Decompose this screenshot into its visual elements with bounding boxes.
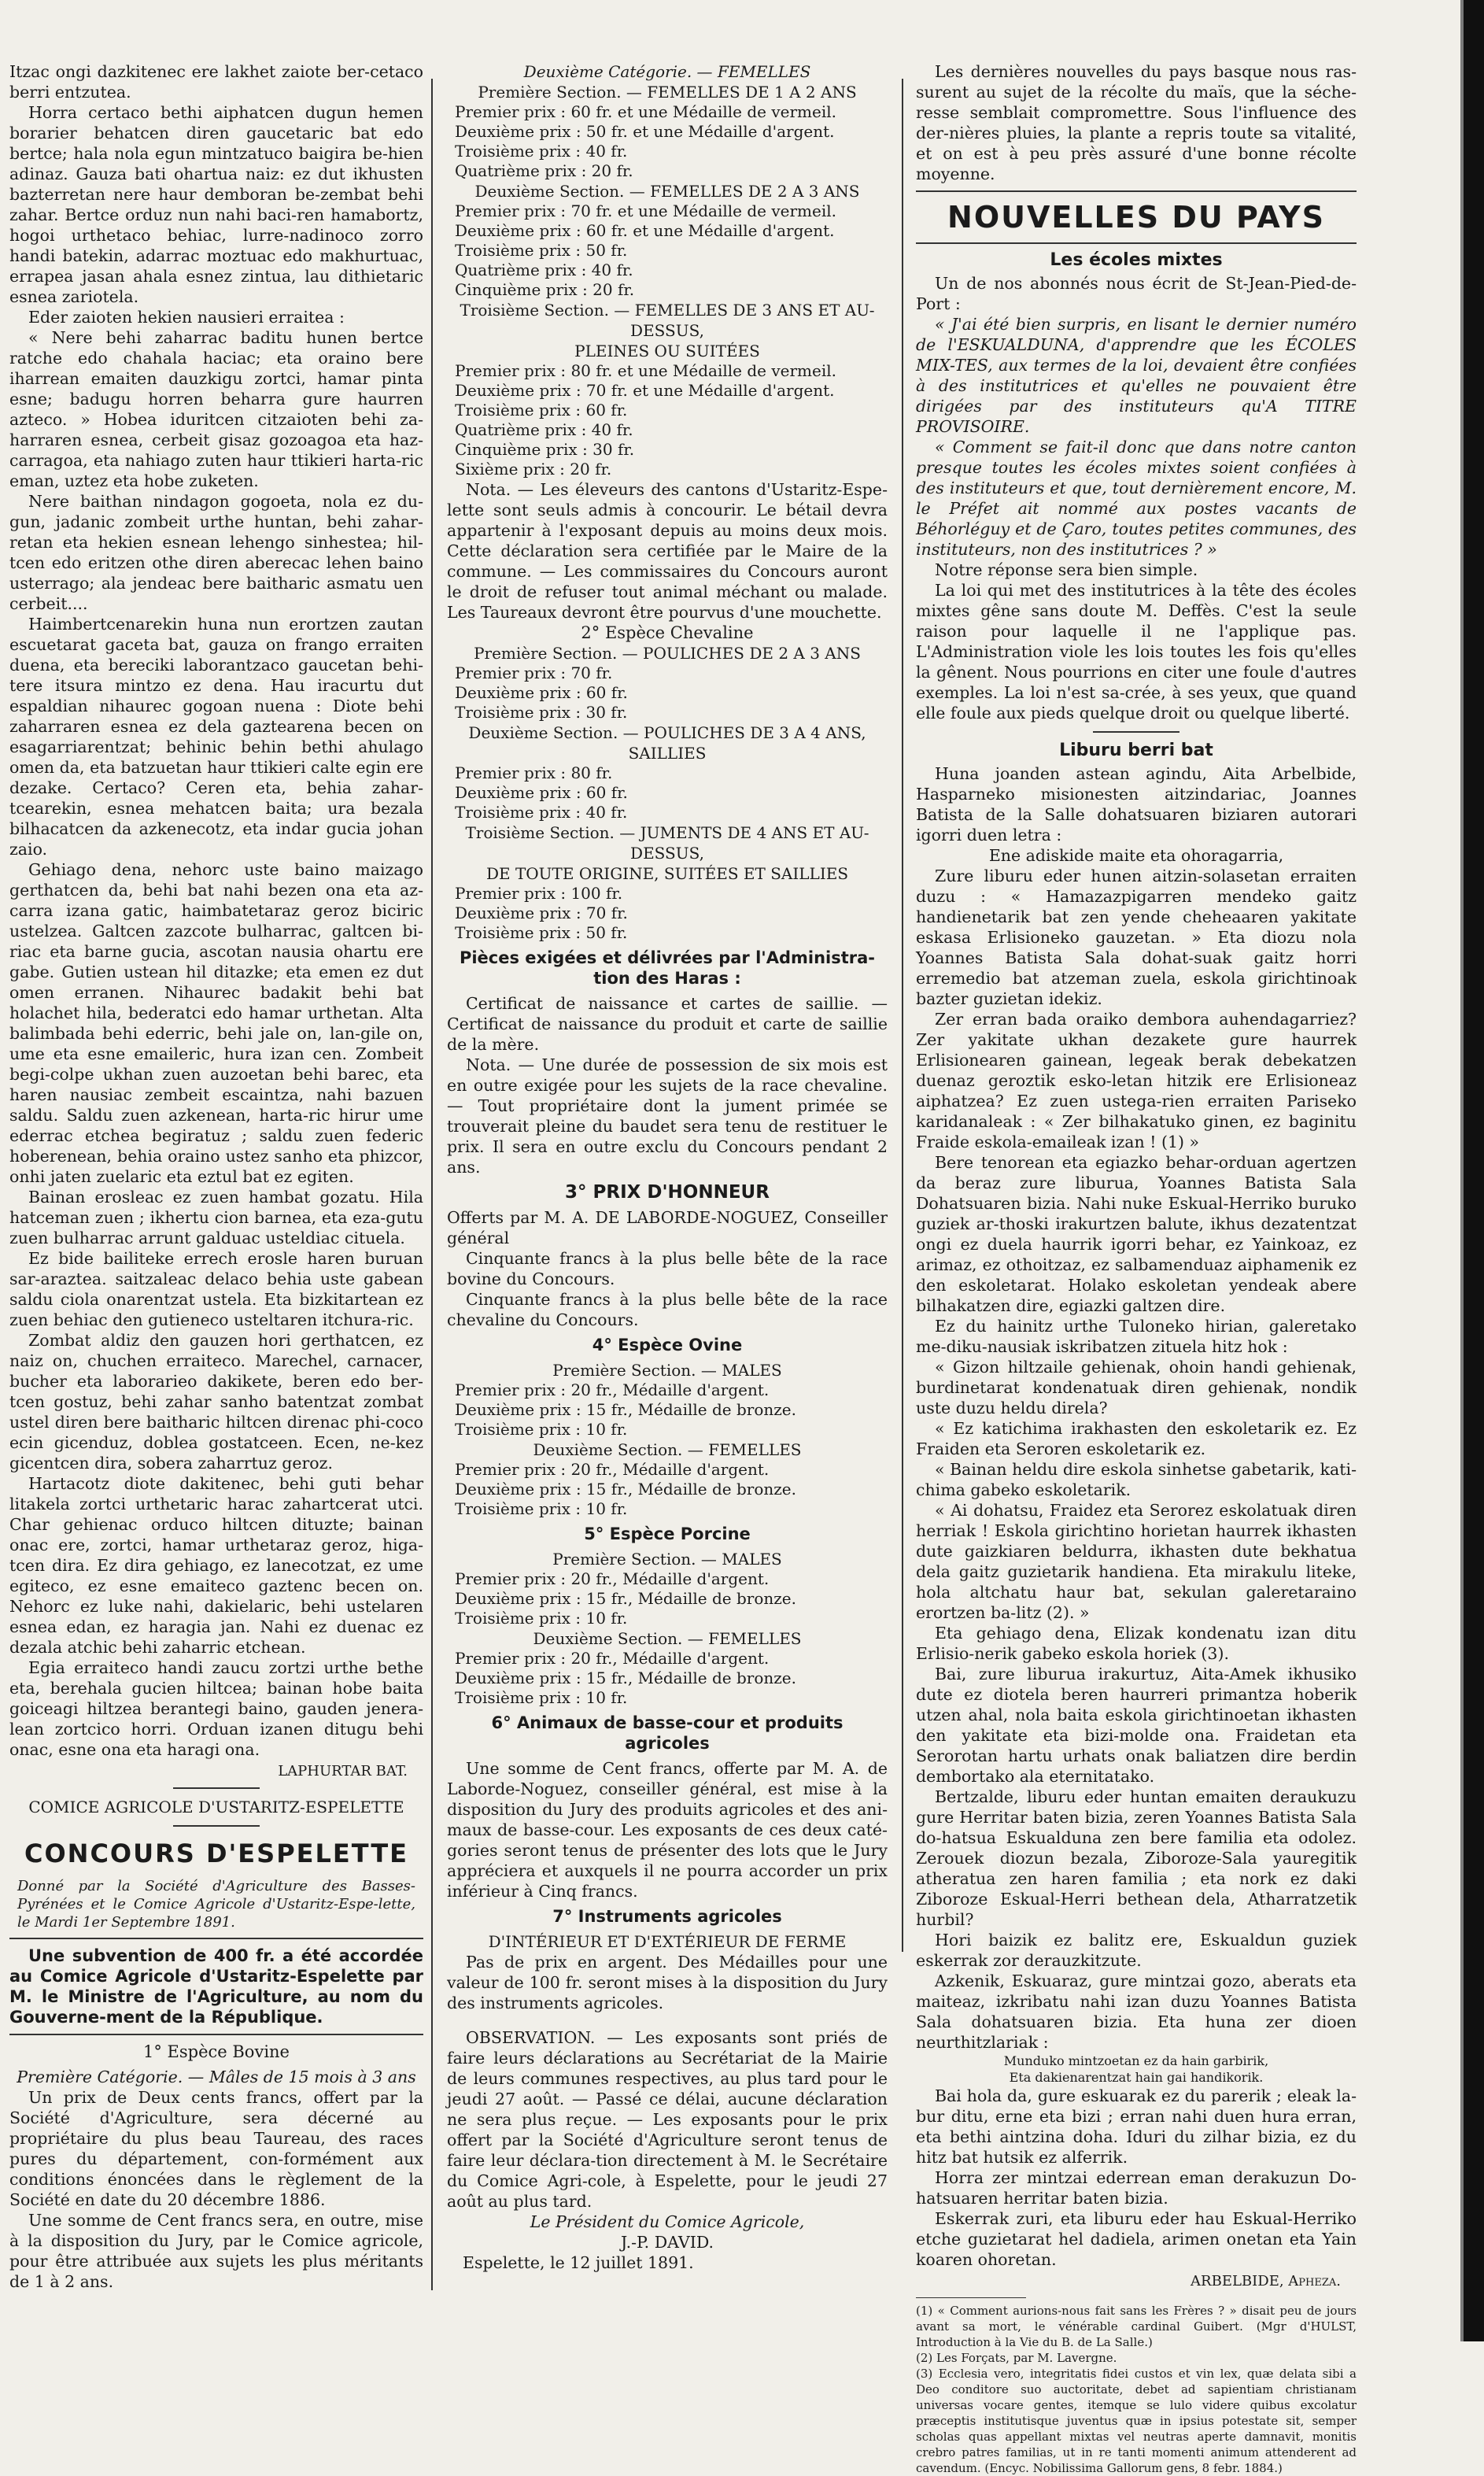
prize-list [447,1380,888,1439]
prize-line: Premier prix : 20 fr., Médaille d'argent. [455,1569,770,1588]
paragraph: Zombat aldiz den gauzen hori gerthatcen, ez naiz on, chuchen erraiteco. Marechel, carnacer, bucher eta laborarieo dakikete, beren edo ber-tcen gostuz, behi zahar sanho batentzat zombat ustel diren bere baitharic hiltcen direnac phi-coco ecin gicenduz, doblea gostatceen. Ecen, ne-kez gicentcen dira, sobera zaharrtuz geroz. [9,1331,423,1473]
divider [1093,731,1179,733]
salutation: Ene adiskide maite eta ohoragarria, [988,846,1284,865]
section-subheading: D'INTÉRIEUR ET D'EXTÉRIEUR DE FERME [488,1932,847,1951]
subvention-notice: Une subvention de 400 fr. a été accordée au Comice Agricole d'Ustaritz-Espelette par M. le Ministre de l'Agriculture, au nom du Gouverne-ment de la République. [9,1946,423,2027]
category-heading: Deuxième Catégorie. — FEMELLES [523,62,811,81]
prize-line: Troisième prix : 40 fr. [455,142,628,161]
divider [173,1787,260,1789]
scan-edge-shadow [1460,0,1464,2341]
column-rule-1 [431,79,433,2290]
prize-line: Troisième prix : 60 fr. [455,401,628,419]
prize-line: Quatrième prix : 40 fr. [455,420,633,439]
paragraph: Nere baithan nindagon gogoeta, nola ez du-gun, jadanic zombeit urthe huntan, behi zahar-retan eta hekien esnean lehengo sinhestea; hil-tcen edo eritzen othe diren aberecac lehen baino usterrago; ala jendeac bere baitharic asmatu uen cerbeit.... [9,492,423,613]
intro-paragraph: Les dernières nouvelles du pays basque nous ras-surent au sujet de la récolte du maïs, que la séche-resse semblait compromettre. Sous l'influence des der-nières pluies, la plante a repris toute sa vitalité, et on est à peu près assuré d'une bonne récolte moyenne. [916,62,1357,183]
prize-line: Deuxième prix : 15 fr., Médaille de bronze. [455,1669,796,1687]
verse-line: Eta dakienarentzat hain gai handikorik. [1009,2070,1264,2085]
paragraph: Horra zer mintzai ederrean eman derakuzun Do-hatsuaren herritar baten bizia. [916,2168,1357,2208]
prize-line: Deuxième prix : 15 fr., Médaille de bronze. [455,1480,796,1499]
section-subheading: DE TOUTE ORIGINE, SUITÉES ET SAILLIES [485,864,849,883]
paragraph: Zure liburu eder hunen aitzin-solasetan erraiten duzu : « Hamazazpigarren mendeko gaitz handienetarik bat zen yende cheheaaren yakitate eskasa Erlisioneko gauzetan. » Eta diozu nola Yoannes Batista Sala dohat-suak gaitz horri erremedio bat atzeman zuela, eskola girichtinoak bazter guzietan idekiz. [916,867,1357,1008]
section-heading: Deuxième Section. — FEMELLES [533,1629,802,1648]
prize-line: Deuxième prix : 50 fr. et une Médaille d'argent. [455,122,835,141]
pieces-heading: Pièces exigées et délivrées par l'Administra-tion des Haras : [459,948,876,988]
paragraph: Bertzalde, liburu eder huntan emaiten deraukuzu gure Herritar baten bizia, zeren Yoannes Batista Sala do-hatsua Eskualduna zen bere familia eta odolez. Zerouek diozun bezala, Ziboroze-Sala yauregitik atheratua zen haren familia ; eta nork ez daki Ziboroze Eskual-Herri bethean dela, Atharratzetik hurbil? [916,1787,1357,1929]
nota-paragraph: Nota. — Les éleveurs des cantons d'Ustaritz-Espe-lette sont seuls admis à concourir. Le bétail devra appartenir à l'exposant depuis au moins deux mois. Cette déclaration sera certifiée par le Maire de la commune. — Les commissaires du Concours auront le droit de refuser tout animal méchant ou malade. Les Taureaux devront être pourvus d'une mouchette. [447,480,888,622]
paragraph: Bai, zure liburua irakurtuz, Aita-Amek ikhusiko dute ez diotela beren haurreri primantza hoberik utzen ahal, nola baita eskola girichtinoetan ikhasten den yakitate eta bizi-molde ona. Fraidetan eta Serorotan hartu urhats onak baliatzen dire berdin dembortako ala eternitatako. [916,1665,1357,1786]
article-signature: LAPHURTAR BAT. [278,1763,408,1779]
paragraph: Azkenik, Eskuaraz, gure mintzai gozo, aberats eta maiteaz, izkribatu nahi izan duzu Yoannes Batista Sala dohatsuaren bizia. Eta huna zer dioen neurthitzlariak : [916,1972,1357,2052]
paragraph: « Ez katichima irakhasten den eskoletarik ez. Ez Fraiden eta Seroren eskoletarik ez. [916,1419,1357,1458]
divider [9,2034,423,2035]
comice-title: COMICE AGRICOLE D'USTARITZ-ESPELETTE [28,1798,404,1816]
paragraph: Haimbertcenarekin huna nun erortzen zautan escuetarat gaceta bat, gauza on frango erraiten duena, eta bereciki laborantzaco gaucetan behi-tere itsura mintzo ez dena. Hau iracurtu dut espaldian nihaurec gogoan nuena : Diote behi zaharraren esnea ez dela gaztearena becen on esagarriarentzat; behinic behin bethi ahulago omen da, eta batzuetan haur ttikieri calte egin ere dezake. Certaco? Ceren eta, behia zahar-tcearekin, esnea mehatcen baita; ura bezala bilhacatcen da azkenecotz, eta indar gucia johan zaio. [9,615,423,859]
paragraph: « Ai dohatsu, Fraidez eta Serorez eskolatuak diren herriak ! Eskola girichtino horietan haurrek ikhasten dute gaizkiaren beldurra, ikhasten dute bekhatua dela gaitz guzietarik handiena. Eta mirakulu liteke, hola altchatu haur bat, sekulan galeretaraino erortzen ba-litz (2). » [916,1501,1357,1622]
section-heading-chevaline: 2° Espèce Chevaline [581,623,754,642]
prize-line: Premier prix : 70 fr. et une Médaille de vermeil. [455,201,836,220]
prize-line: Troisième prix : 10 fr. [455,1609,628,1628]
prize-line: Premier prix : 80 fr. et une Médaille de vermeil. [455,361,836,380]
observation-paragraph: OBSERVATION. — Les exposants sont priés de faire leurs déclarations au Secrétariat de la Mairie de leurs communes respectives, au plus tard pour le jeudi 27 août. — Passé ce délai, aucune déclaration ne sera plus reçue. — Les exposants pour le prix offert par la Société d'Agriculture seront tenus de faire leur déclara-tion directement à M. le Secrétaire du Comice Agri-cole, à Espelette, pour le jeudi 27 août au plus tard. [447,2028,888,2211]
column-nouvelles [916,61,1357,2475]
divider [9,1938,423,1939]
footnote: (2) Les Forçats, par M. Lavergne. [916,2351,1117,2365]
paragraph: « Gizon hiltzaile gehienak, ohoin handi gehienak, burdinetarat kondenatuak diren gehienak, nondik uste duzu heldu direla? [916,1358,1357,1417]
paragraph: Huna joanden astean agindu, Aita Arbelbide, Hasparneko misionesten aitzindariac, Joannes Batista de la Salle dohatsuaren biziaren autorari igorri duen letra : [916,764,1357,844]
letter-signature: ARBELBIDE, Apheza. [1191,2273,1341,2289]
prize-list [447,1569,888,1628]
paragraph: Itzac ongi dazkitenec ere lakhet zaiote ber-cetaco berri entzutea. [9,62,423,102]
ecoles-heading: Les écoles mixtes [1050,250,1223,270]
verse-line: Munduko mintzoetan ez da hain garbirik, [1003,2053,1269,2068]
prize-list [447,1649,888,1708]
paragraph: Bainan erosleac ez zuen hambat gozatu. Hila hatceman zuen ; ikhertu cion barnea, eta eza-gutu zuen bulharrac arrunt galduac usteldiac cituela. [9,1188,423,1247]
prize-list [447,663,888,722]
section-heading: Troisième Section. — FEMELLES DE 3 ANS ET AU-DESSUS, [460,301,875,340]
paragraph: Un de nos abonnés nous écrit de St-Jean-Pied-de-Port : [916,274,1357,313]
section-heading: Deuxième Section. — FEMELLES [533,1440,802,1459]
concours-title: CONCOURS D'ESPELETTE [24,1839,409,1868]
paragraph: Certificat de naissance et cartes de saillie. — Certificat de naissance du produit et carte de saillie de la mère. [447,994,888,1054]
paragraph: « Bainan heldu dire eskola sinhetse gabetarik, kati-chima gabeko eskoletarik. [916,1460,1357,1499]
footnote-rule [916,2297,1026,2298]
prize-line: Premier prix : 100 fr. [455,884,623,903]
prize-line: Troisième prix : 40 fr. [455,803,628,822]
quote-paragraph: « J'ai été bien surpris, en lisant le dernier numéro de l'ESKUALDUNA, d'apprendre que les ÉCOLES MIX-TES, aux termes de la loi, devaient être confiées à des institutrices et qu'elles ne pouvaient être dirigées par des instituteurs qu'A TITRE PROVISOIRE. [916,315,1357,436]
divider [173,1825,260,1827]
prize-line: Deuxième prix : 70 fr. et une Médaille d'argent. [455,381,835,400]
section-subheading: PLEINES OU SUITÉES [574,342,760,360]
prize-line: Troisième prix : 10 fr. [455,1688,628,1707]
paragraph: Un prix de Deux cents francs, offert par la Société d'Agriculture, sera décerné au propriétaire du plus beau Taureau, des races pures du département, con-formément aux conditions énoncées dans le règlement de la Société en date du 20 décembre 1886. [9,2088,423,2209]
prize-list [447,884,888,943]
prize-line: Premier prix : 20 fr., Médaille d'argent. [455,1649,770,1668]
section-heading-instruments: 7° Instruments agricoles [552,1907,782,1926]
paragraph: Notre réponse sera bien simple. [935,560,1198,579]
nota-paragraph: Nota. — Une durée de possession de six mois est en outre exigée pour les sujets de la race chevaline. — Tout propriétaire dont la jument primée se trouverait pleine du baudet sera tenu de restituer le prix. Il sera en outre exclu du Concours pendant 2 ans. [447,1055,888,1177]
paragraph: Cinquante francs à la plus belle bête de la race chevaline du Concours. [447,1290,888,1329]
scan-edge-dark [1464,0,1484,2341]
paragraph: Cinquante francs à la plus belle bête de la race bovine du Concours. [447,1249,888,1288]
paragraph: Ez bide bailiteke errech erosle haren buruan sar-araztea. saitzaleac delaco behia uste gabean saldu ciola onarentzat ustela. Eta bizkitartean ez zuen behiac den gutieneco usteltaren itchura-ric. [9,1249,423,1329]
paragraph: Eta gehiago dena, Elizak kondenatu izan ditu Erlisio-nerik gabeko eskola horiek (3). [916,1624,1357,1663]
paragraph: Une somme de Cent francs, offerte par M. A. de Laborde-Noguez, conseiller général, est mise à la disposition du Jury des produits agricoles et des ani-maux de basse-cour. Les exposants de ces deux caté-gories seront tenus de présenter des lots que le Jury appréciera et auxquels il ne pourra accorder un prix inférieur à Cinq francs. [447,1759,888,1901]
prize-list [447,201,888,300]
prize-line: Quatrième prix : 40 fr. [455,261,633,279]
prize-line: Deuxième prix : 60 fr. [455,783,628,802]
column-basque-article [9,61,423,2320]
prize-line: Premier prix : 60 fr. et une Médaille de vermeil. [455,102,836,121]
section-heading-bovine: 1° Espèce Bovine [143,2042,290,2061]
prize-list [447,1460,888,1519]
prize-line: Quatrième prix : 20 fr. [455,161,633,180]
section-heading: Première Section. — FEMELLES DE 1 A 2 ANS [478,83,857,102]
prize-line: Premier prix : 80 fr. [455,763,613,782]
prize-line: Troisième prix : 50 fr. [455,923,628,942]
paragraph: Eder zaioten hekien nausieri erraitea : [28,308,345,327]
nouvelles-title: NOUVELLES DU PAYS [947,200,1325,235]
prize-line: Deuxième prix : 60 fr. [455,683,628,702]
column-concours-program [447,61,888,2272]
prize-list [447,763,888,822]
concours-subtitle: Donné par la Société d'Agriculture des Basses-Pyrénées et le Comice Agricole d'Ustaritz-Espe-lette, le Mardi 1er Septembre 1891. [17,1878,415,1931]
footnote: (3) Ecclesia vero, integritatis fidei custos et vin lex, quæ delata sibi a Deo conditore suo auctoritate, debet ad sapientiam christianam universas vocare gentes, itemque se lulo videre quibus excolatur præceptis institutisque juventus quæ in ipsius potestate sit, semper scholas quas appellant mixtas vel neutras aperte damnavit, monitis crebro patres familias, ut in re tanti momenti animum attenderent ad cavendum. (Encyc. Nobilissima Gallorum gens, 8 febr. 1884.) [916,2367,1357,2475]
prize-line: Cinquième prix : 20 fr. [455,280,635,299]
paragraph: Ez du hainitz urthe Tuloneko hirian, galeretako me-diku-nausiak iskribatzen zituela hitz hok : [916,1317,1357,1356]
paragraph: Bere tenorean eta egiazko behar-orduan agertzen da beraz zure liburua, Yoannes Batista Sala Dohatsuaren bizia. Nahi nuke Eskual-Herriko buruko guziek ar-thoski irakurtzen balute, ikhus dezatentzat ongi ez duela haurrik igorri behar, ez Yainkoaz, ez arimaz, ez othoitzaz, ez salbamenduaz aiphamenik ez den eskoletarat. Holako eskoletan yendeak abere bilhakatzen dire, egiazki galtzen dire. [916,1153,1357,1315]
prize-line: Sixième prix : 20 fr. [455,460,612,479]
liburu-heading: Liburu berri bat [1059,741,1213,760]
paragraph: Une somme de Cent francs sera, en outre, mise à la disposition du Jury, par le Comice agricole, pour être attribuée aux sujets les plus méritants de 1 à 2 ans. [9,2211,423,2291]
divider [916,242,1357,244]
paragraph: Egia erraiteco handi zaucu zortzi urthe bethe eta, berehala gucien hiltcea; bainan hobe baita goiceagi hiltzea berantegi baino, gauden jenera-lean zortcico horri. Orduan izanen ditugu behi onac, esne ona eta haragi ona. [9,1658,423,1759]
paragraph: Hori baizik ez balitz ere, Eskualdun guziek eskerrak zor derauzkitzute. [916,1931,1357,1970]
paragraph: « Nere behi zaharrac baditu hunen bertce ratche edo chahala haciac; eta oraino bere iharrean emaiten dauzkigu zortci, hamar pinta esne; badugu horren beharra gure haurren azteco. » Hobea iduritcen citzaioten behi za-harraren esnea, cerbeit gisaz gozoagoa eta haz-carragoa, eta nahiago zuten haur ttikieri harta-ric eman, uztez eta hobe zuketen. [9,328,423,490]
prize-line: Troisième prix : 10 fr. [455,1420,628,1439]
column-rule-2 [902,79,903,1952]
section-heading: Première Section. — POULICHES DE 2 A 3 ANS [474,644,861,663]
prize-line: Cinquième prix : 30 fr. [455,440,635,459]
paragraph: La loi qui met des institutrices à la tête des écoles mixtes gêne sans doute M. Deffès. C'est la seule raison pour laquelle il ne l'applique pas. L'Administration viole les lois toutes les fois qu'elles la gênent. Nous pourrions en citer une foule d'autres exemples. La loi n'est sa-crée, à ses yeux, que quand elle foule aux pieds quelque droit ou quelque liberté. [916,581,1357,722]
section-heading-ovine: 4° Espèce Ovine [592,1336,743,1354]
paragraph: Hartacotz diote dakitenec, behi guti behar litakela zortci urthetaric harac zahartcerat utci. Char gehienac orduco hiltcen dituzte; bainan onac ere, zortci, hamar urthetaraz geroz, higa-tcen dira. Ez dira gehiago, ez lanecotzat, ez ume egiteco, ez esne emaiteco gaztenc becen on. Nehorc ez luke nahi, dakielaric, behi ustelaren esnea edan, ez haragia jan. Nahi ez duenac ez dezala atchic behi zaharric etchean. [9,1474,423,1657]
prize-line: Troisième prix : 30 fr. [455,703,628,722]
paragraph: Bai hola da, gure eskuarak ez du parerik ; eleak la-bur ditu, erne eta bizi ; erran nahi duen hura erran, eta bethi aintzina doha. Iduri du zilhar bizia, ez du hitz bat hutsik ez alferrik. [916,2086,1357,2167]
quote-paragraph: « Comment se fait-il donc que dans notre canton presque toutes les écoles mixtes soient confiées à des instituteurs et que, tout dernièrement encore, M. le Préfet ait nommé aux postes vacants de Béhorléguy et de Çaro, toutes petites communes, des instituteurs, non des institutrices ? » [916,438,1357,559]
president-name: J.-P. DAVID. [620,2233,714,2252]
prize-line: Deuxième prix : 15 fr., Médaille de bronze. [455,1589,796,1608]
paragraph: Offerts par M. A. DE LABORDE-NOGUEZ, Conseiller général [447,1208,888,1247]
section-heading: Troisième Section. — JUMENTS DE 4 ANS ET AU-DESSUS, [465,823,869,863]
section-heading: Première Section. — MALES [552,1361,782,1380]
footnote: (1) « Comment aurions-nous fait sans les Frères ? » disait peu de jours avant sa mort, le vénérable cardinal Guibert. (Mgr d'HULST, Introduction à la Vie du B. de La Salle.) [916,2304,1357,2349]
prize-line: Deuxième prix : 15 fr., Médaille de bronze. [455,1400,796,1419]
paragraph: Zer erran bada oraiko dembora auhendagarriez? Zer yakitate ukhan dezakete gure haurrek Erlisionearen gainean, legeak berak debekatzen duenaz geroztik esko-letan hitzik ere Erlisioneaz aiphatzea? Ez zuen ustega-rien erraiten Pariseko karidanaleak : « Zer bilhakatuko ginen, ez baginitu Fraide eskola-emaileak izan ! (1) » [916,1010,1357,1151]
prize-line: Premier prix : 20 fr., Médaille d'argent. [455,1380,770,1399]
prize-line: Deuxième prix : 60 fr. et une Médaille d'argent. [455,221,835,240]
prize-line: Troisième prix : 10 fr. [455,1499,628,1518]
paragraph: Pas de prix en argent. Des Médailles pour une valeur de 100 fr. seront mises à la disposition du Jury des instruments agricoles. [447,1953,888,2012]
section-heading-basse-cour: 6° Animaux de basse-cour et produits agricoles [491,1713,844,1753]
prize-list [447,102,888,181]
divider [916,190,1357,192]
prix-honneur-heading: 3° PRIX D'HONNEUR [565,1182,770,1203]
section-heading-porcine: 5° Espèce Porcine [584,1524,751,1543]
prize-line: Troisième prix : 50 fr. [455,241,628,260]
prize-line: Premier prix : 70 fr. [455,663,613,682]
section-heading: Deuxième Section. — FEMELLES DE 2 A 3 ANS [474,182,860,201]
president-line: Le Président du Comice Agricole, [530,2212,805,2231]
prize-line: Premier prix : 20 fr., Médaille d'argent. [455,1460,770,1479]
prize-list [447,361,888,479]
category-heading: Première Catégorie. — Mâles de 15 mois à 3 ans [17,2068,416,2086]
section-heading: Première Section. — MALES [552,1550,782,1569]
dateline: Espelette, le 12 juillet 1891. [463,2253,694,2272]
section-heading: Deuxième Section. — POULICHES DE 3 A 4 ANS, SAILLIES [468,723,866,763]
paragraph: Horra certaco bethi aiphatcen dugun hemen borarier behatcen diren gaucetaric bat edo bertce; hala nola egun mintzatuco baigira be-hien adinaz. Gauza bati ohartua naiz: ez dut ikhusten bazterretan nere haur demboran be-zembat behi zahar. Bertce orduz nun nahi baci-ren hamabortz, hogoi urthetaco behiac, lurre-nadinoco zorro handi batekin, adarrac moztuac edo makhurtuac, errapea jasan ahala esnez zintua, lau dithietaric esnea zariotela. [9,103,423,306]
prize-line: Deuxième prix : 70 fr. [455,904,628,922]
paragraph: Gehiago dena, nehorc uste baino maizago gerthatcen da, behi bat nahi bezen ona eta az-carra izana gatic, haimbatetaraz geroz biciric ustelzea. Galtcen zazcote bulharrac, galtcen bi-riac eta barne gucia, ascotan nausia ohartu ere gabe. Gutien ustean hil ditazke; eta emen ez dut omen erranen. Nihaurec badakit behi bat holachet hila, bederatci edo hamar urthetan. Alta balimbada behi ederric, behi jale on, lan-gile on, ume eta esne emaileric, hura izan cen. Zombeit begi-colpe ukhan zuen auzoetan behi barec, eta haren nausiac zembeit escaintza, nahi bazuen saldu. Saldu zuen azkenean, harta-ric hirur ume ederrac etchea begiratuz ; saldu zuen federic hoberenean, behia oraino ustez sanho eta phizcor, onhi jaten zuelaric eta eztul bat ez egiten. [9,860,423,1186]
paragraph: Eskerrak zuri, eta liburu eder hau Eskual-Herriko etche guzietarat hel dadiela, arimen onetan eta Yain koaren ohoretan. [916,2209,1357,2269]
